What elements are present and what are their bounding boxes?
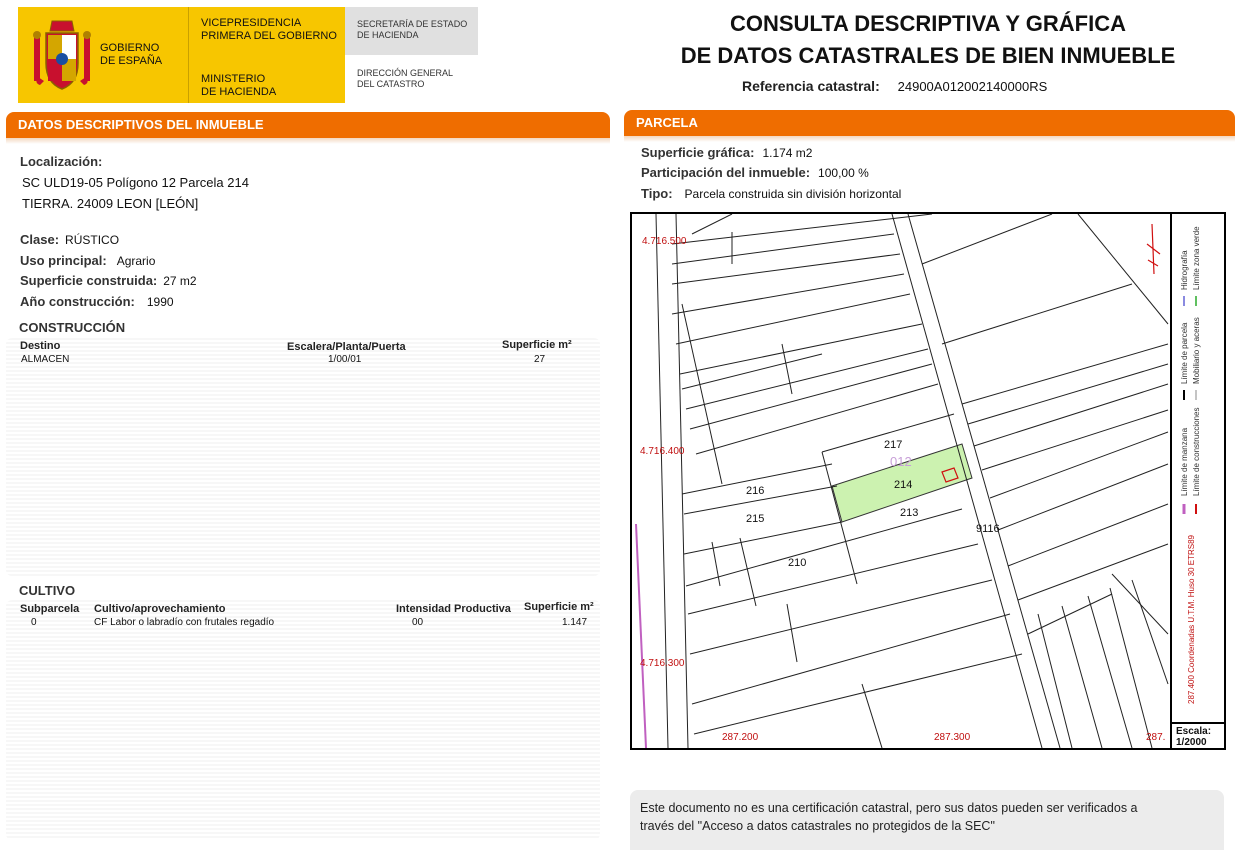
uso-row [20,252,155,270]
superficie-construida-label: Superficie construida: [20,273,158,288]
parcel-label: 214 [894,479,913,491]
coordinates-note: 287.400 Coordenadas U.T.M. Huso 30 ETRS89 [1187,535,1196,704]
tipo-label: Tipo: [641,186,673,201]
legend-construcciones: Límite de construcciones [1192,407,1201,496]
scale-label: Escala: [1176,726,1212,737]
tipo-value: Parcela construida sin división horizontal [684,187,902,201]
cadastral-reference-label: Referencia catastral: [742,78,880,94]
location-line1: SC ULD19-05 Polígono 12 Parcela 214 [22,175,249,190]
document-title-line1: CONSULTA DESCRIPTIVA Y GRÁFICA [729,11,1127,36]
coat-of-arms-box [18,7,189,103]
parcel-label: 215 [746,513,765,525]
participacion-label: Participación del inmueble: [641,165,811,180]
disclaimer-line1: Este documento no es una certificación catastral, pero sus datos pueden ser verificados a [640,801,1138,815]
map-legend [1170,214,1226,722]
map-scale [1170,722,1226,748]
cadastral-reference-value: 24900A012002140000RS [897,79,1048,94]
government-header [18,7,478,103]
map-y-label: 4.716.300 [640,658,685,669]
cultivo-header-superficie: Superficie m² [524,601,594,613]
anio-construccion-row [20,293,174,311]
construccion-table [6,338,600,576]
cadastral-map [630,212,1226,750]
construccion-header-superficie: Superficie m² [502,339,572,351]
disclaimer-note [630,790,1224,850]
clase-label: Clase: [20,232,60,247]
coat-of-arms-icon [30,17,94,93]
cultivo-cell-superficie: 1.147 [562,617,588,628]
government-name-line1: GOBIERNO [100,42,160,54]
government-name [100,42,162,68]
construccion-header-escalera: Escalera/Planta/Puerta [287,341,406,353]
cultivo-title: CULTIVO [19,583,76,598]
legend-parcela: Límite de parcela [1180,322,1189,384]
scale-value: 1/2000 [1176,737,1207,748]
participacion-row [641,164,869,182]
section-shade-right [624,136,1235,142]
legend-manzana: Límite de manzana [1180,427,1189,496]
location-label: Localización: [20,154,103,169]
government-logo-block [18,7,345,103]
secretariat-line2: DE HACIENDA [357,30,419,40]
participacion-value: 100,00 % [818,166,869,180]
map-y-label: 4.716.400 [640,446,685,457]
cultivo-table [6,600,600,840]
tipo-row [641,185,901,203]
ministry-line1: MINISTERIO [201,73,266,85]
government-name-line2: DE ESPAÑA [100,55,163,67]
cultivo-cell-subparcela: 0 [31,617,37,628]
vicepresidency-line1: VICEPRESIDENCIA [201,17,302,29]
parcel-label: 216 [746,485,765,497]
superficie-grafica-value: 1.174 m2 [762,146,813,160]
direction-line2: DEL CATASTRO [357,79,425,89]
secretariat-line1: SECRETARÍA DE ESTADO [357,19,468,29]
descriptive-data-section-title: DATOS DESCRIPTIVOS DEL INMUEBLE [6,112,610,138]
parcel-label: 213 [900,507,919,519]
ministry-block [189,7,345,103]
cultivo-cell-intensidad: 00 [412,617,424,628]
ministry-line2: DE HACIENDA [201,86,277,98]
secretariat-block [345,7,478,103]
map-y-label: 4.716.500 [642,236,687,247]
map-x-label: 287.300 [934,732,971,743]
location-block [20,154,249,211]
superficie-grafica-label: Superficie gráfica: [641,145,755,160]
clase-row [20,231,119,249]
anio-construccion-value: 1990 [146,295,174,309]
anio-construccion-label: Año construcción: [20,294,135,309]
superficie-construida-row [20,272,197,290]
uso-value: Agrario [116,254,156,268]
parcel-label: 210 [788,557,807,569]
polygon-label: 012 [890,454,912,469]
cultivo-header-subparcela: Subparcela [20,603,80,615]
legend-hidrografia: Hidrografía [1180,250,1189,290]
parcel-label: 9116 [976,523,1000,535]
superficie-grafica-row [641,144,812,162]
cultivo-header-intensidad: Intensidad Productiva [396,603,511,615]
document-title [640,8,1216,72]
document-title-line2: DE DATOS CATASTRALES DE BIEN INMUEBLE [680,43,1176,68]
direction-line1: DIRECCIÓN GENERAL [357,68,454,78]
map-x-label: 287. [1146,732,1166,743]
vicepresidency-line2: PRIMERA DEL GOBIERNO [201,30,337,42]
parcela-section-title: PARCELA [624,110,1235,136]
map-x-label: 287.200 [722,732,759,743]
construccion-cell-destino: ALMACEN [21,354,70,365]
cadastral-map-drawing [632,214,1170,748]
clase-value: RÚSTICO [65,233,120,247]
superficie-construida-value: 27 m2 [163,274,197,288]
parcel-label: 217 [884,439,903,451]
construccion-cell-superficie: 27 [534,354,546,365]
disclaimer-line2: través del "Acceso a datos catastrales no protegidos de la SEC" [640,819,995,833]
cultivo-header-cultivo: Cultivo/aprovechamiento [94,603,226,615]
legend-mobiliario: Mobiliario y aceras [1192,317,1201,384]
section-shade [6,138,610,144]
secretariat-box [345,7,478,55]
location-line2: TIERRA. 24009 LEON [LEÓN] [22,196,199,211]
direction-box [345,55,478,103]
cadastral-reference [742,78,1047,94]
construccion-header-destino: Destino [20,340,61,352]
map-legend-drawing [1172,214,1226,722]
cultivo-cell-cultivo: CF Labor o labradío con frutales regadío [94,617,275,628]
construccion-cell-escalera: 1/00/01 [328,354,362,365]
construccion-title: CONSTRUCCIÓN [19,320,126,335]
legend-zona-verde: Límite zona verde [1192,226,1201,290]
uso-label: Uso principal: [20,253,107,268]
